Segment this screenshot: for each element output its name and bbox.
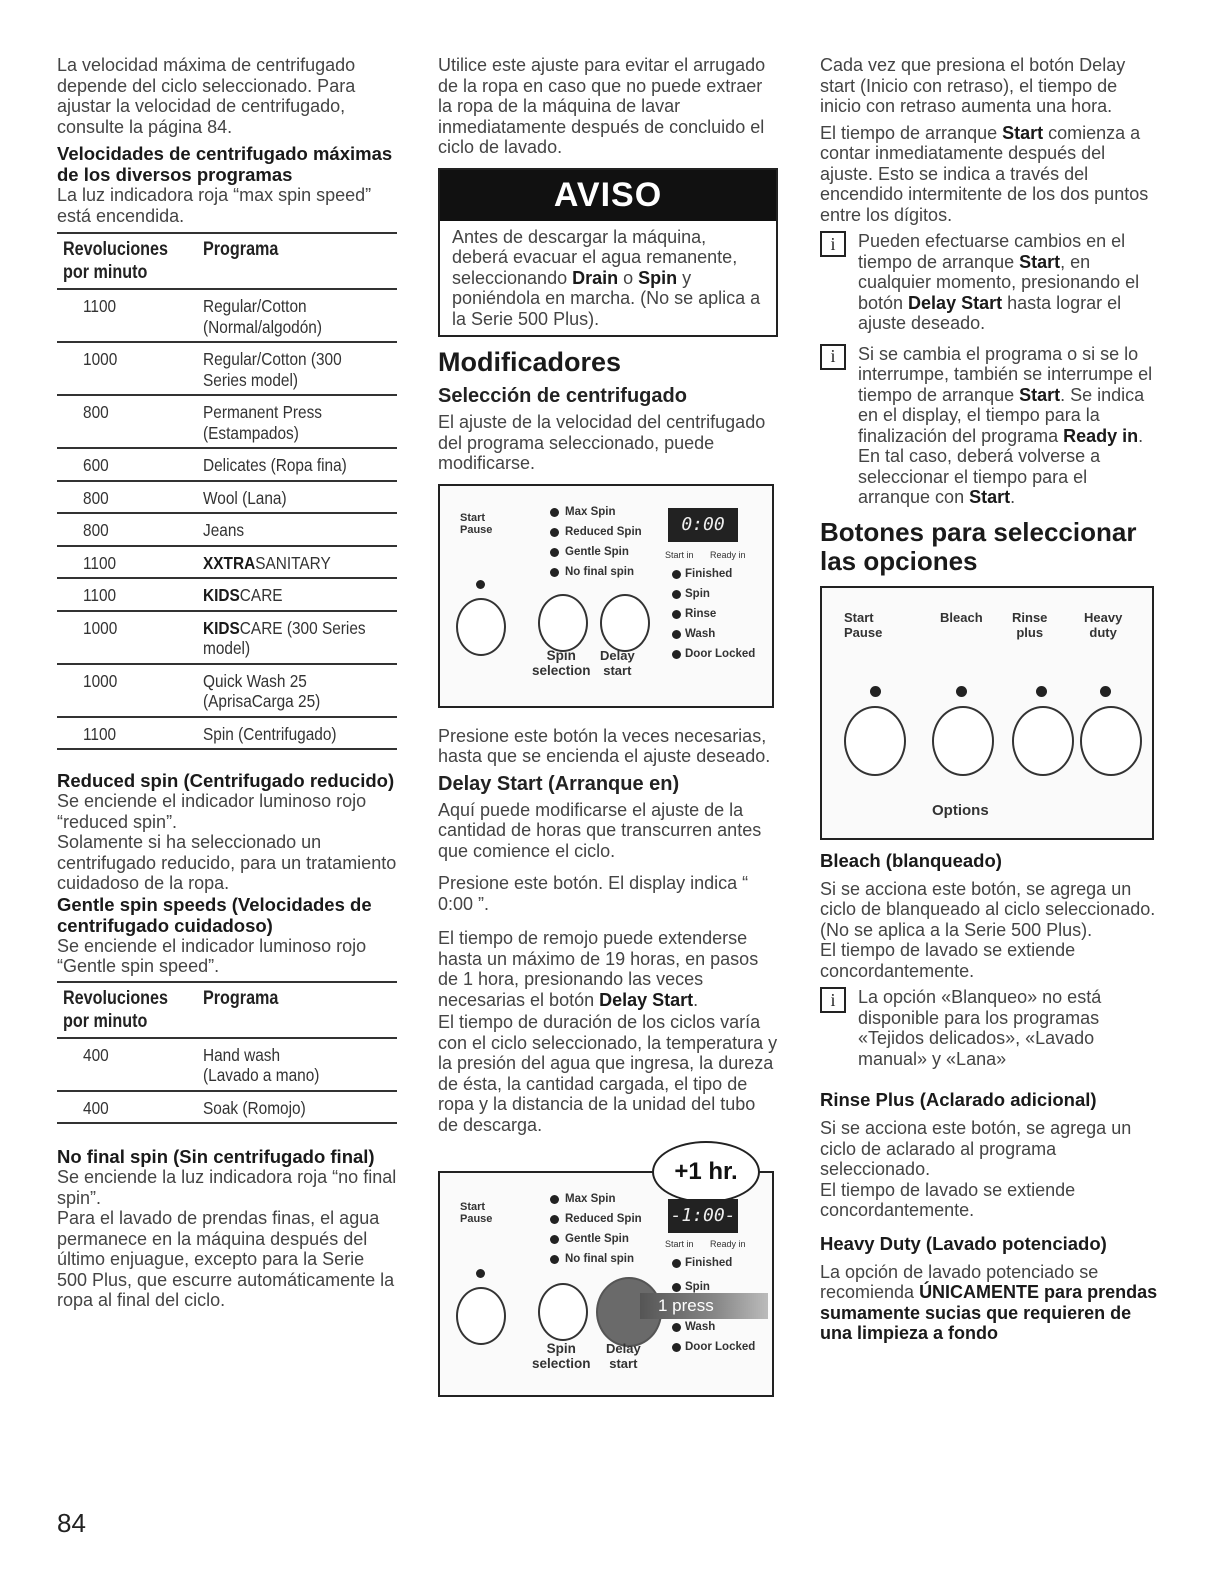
- rpm-cell: 800: [57, 396, 197, 449]
- start-pause-knob: [456, 1287, 506, 1345]
- delay-start-label: Delay start: [600, 647, 635, 678]
- column-1: [57, 55, 397, 1311]
- spin-phase-label: Spin: [685, 1281, 710, 1293]
- press-button-desc: Presione este botón la veces necesarias, hasta que se encienda el ajuste deseado.: [438, 725, 771, 766]
- reduced-spin-label: Reduced Spin: [565, 1213, 642, 1225]
- options-panel-illustration: [820, 586, 1154, 840]
- time-display: 0:00: [668, 508, 738, 542]
- gentle-spin-heading: Gentle spin speeds (Velocidades de centrifugado cuidadoso): [57, 893, 372, 936]
- program-cell: KIDSCARE (300 Series model): [197, 612, 397, 665]
- no-final-spin-label: No final spin: [565, 1253, 634, 1265]
- rpm-cell: 1100: [57, 290, 197, 343]
- led-indicator: [672, 610, 681, 619]
- rpm-cell: 400: [57, 1039, 197, 1092]
- wash-phase-label: Wash: [685, 627, 716, 640]
- program-cell: Spin (Centrifugado): [203, 723, 337, 744]
- modifiers-heading: Modificadores: [438, 347, 622, 377]
- table-row: [57, 343, 397, 396]
- start-pause-label: Start Pause: [460, 1201, 493, 1225]
- rpm-cell: 800: [57, 514, 197, 547]
- door-locked-label: Door Locked: [685, 1341, 756, 1353]
- delay-start-p4: El tiempo de duración de los ciclos varía con el ciclo seleccionado, la temperatura y la presión del agua que ingresa, la dureza de ésta, la cantidad cargada, el tipo de ropa y la distancia de la unidad del tubo de descarga.: [438, 1012, 778, 1135]
- table-row: [57, 396, 397, 449]
- table-row: [57, 482, 397, 515]
- table-row: [57, 579, 397, 612]
- gentle-spin-p1: Se enciende el indicador luminoso rojo “Gentle spin speed”.: [57, 935, 367, 976]
- wash-phase-label: Wash: [685, 1321, 716, 1333]
- warning-text: Antes de descargar la máquina, deberá evacuar el agua remanente, seleccionando Drain o Spin y poniéndola en marcha. (No se aplica a la Serie 500 Plus).: [452, 226, 761, 329]
- info-note: [820, 344, 1160, 508]
- rinse-plus-knob: [1012, 706, 1074, 776]
- info-icon: i: [820, 344, 846, 370]
- intro-paragraph: La velocidad máxima de centrifugado depende del ciclo seleccionado. Para ajustar la velocidad de centrifugado, consulte la página 84.: [57, 55, 356, 137]
- plus-one-hour-callout: +1 hr.: [652, 1141, 760, 1203]
- led-indicator: [870, 686, 881, 697]
- info-icon: i: [820, 231, 846, 257]
- gentle-spin-label: Gentle Spin: [565, 1233, 629, 1245]
- spin-selection-label: Spin selection: [532, 1341, 591, 1371]
- max-speed-table: [57, 232, 397, 750]
- heavy-duty-heading: Heavy Duty (Lavado potenciado): [820, 1232, 1107, 1254]
- led-indicator: [550, 1255, 559, 1264]
- start-pause-label: Start Pause: [460, 511, 493, 536]
- program-cell: Jeans: [197, 514, 397, 547]
- gentle-spin-label: Gentle Spin: [565, 545, 629, 558]
- program-cell: Hand wash (Lavado a mano): [197, 1039, 397, 1092]
- ready-in-label: Ready in: [710, 549, 746, 560]
- rpm-cell: 1000: [57, 343, 197, 396]
- led-indicator: [550, 1195, 559, 1204]
- program-cell: Permanent Press (Estampados): [197, 396, 397, 449]
- info-note-text: La opción «Blanqueo» no está disponible para los programas «Tejidos delicados», «Lavado manual» y «Lana»: [858, 987, 1102, 1069]
- led-indicator: [1100, 686, 1111, 697]
- start-in-label: Start in: [665, 1239, 694, 1249]
- delay-start-panel-illustration: [438, 1158, 774, 1397]
- delay-start-p1: Aquí puede modificarse el ajuste de la cantidad de horas que transcurren antes que comience el ciclo.: [438, 799, 762, 861]
- program-cell: Soak (Romojo): [203, 1097, 306, 1118]
- led-indicator: [550, 568, 559, 577]
- program-cell: KIDSCARE: [197, 579, 397, 612]
- heavy-duty-knob: [1080, 706, 1142, 776]
- rpm-column-header: Revoluciones por minuto: [63, 987, 169, 1032]
- bleach-label: Bleach: [940, 609, 983, 625]
- page-number: 84: [57, 1508, 86, 1538]
- no-final-spin-p2: Para el lavado de prendas finas, el agua permanece en la máquina después del último enjuague, excepto para la Serie 500 Plus, que escurre automáticamente la ropa al final del ciclo.: [57, 1208, 395, 1310]
- program-cell: Delicates (Ropa fina): [197, 449, 397, 482]
- heavy-duty-desc: La opción de lavado potenciado se recomienda ÚNICAMENTE para prendas sumamente sucias que requieren de una limpieza a fondo: [820, 1261, 1158, 1343]
- no-final-spin-p1: Se enciende la luz indicadora roja “no final spin”.: [57, 1167, 397, 1208]
- rinse-phase-label: Rinse: [685, 607, 717, 620]
- led-indicator: [672, 1283, 681, 1292]
- bleach-heading: Bleach (blanqueado): [820, 849, 1002, 871]
- max-speeds-heading: Velocidades de centrifugado máximas de los diversos programas: [57, 143, 393, 185]
- program-cell: Quick Wash 25 (AprisaCarga 25): [197, 665, 397, 718]
- led-indicator: [672, 570, 681, 579]
- led-indicator: [476, 1269, 485, 1278]
- rpm-column-header: Revoluciones por minuto: [63, 239, 169, 283]
- max-spin-label: Max Spin: [565, 505, 616, 518]
- led-indicator: [550, 508, 559, 517]
- table-row: [57, 612, 397, 665]
- led-indicator: [550, 548, 559, 557]
- table-row: [57, 1092, 397, 1123]
- warning-title: AVISO: [440, 170, 776, 221]
- options-label: Options: [932, 801, 989, 819]
- reduced-spin-p1: Se enciende el indicador luminoso rojo “reduced spin”.: [57, 791, 367, 832]
- program-column-header: Programa: [203, 239, 279, 260]
- max-speeds-desc: La luz indicadora roja “max spin speed” está encendida.: [57, 185, 372, 226]
- spin-selection-label: Spin selection: [532, 647, 591, 678]
- warning-box: [438, 168, 778, 338]
- start-pause-label: Start Pause: [844, 609, 883, 640]
- led-indicator: [476, 580, 485, 589]
- rinse-plus-heading: Rinse Plus (Aclarado adicional): [820, 1089, 1097, 1110]
- program-column-header: Programa: [203, 987, 279, 1009]
- led-indicator: [672, 1323, 681, 1332]
- no-final-spin-label: No final spin: [565, 565, 634, 578]
- column-2: [438, 55, 778, 1397]
- bleach-knob: [932, 706, 994, 776]
- spin-phase-label: Spin: [685, 587, 710, 600]
- rpm-cell: 1000: [57, 665, 197, 718]
- finished-label: Finished: [685, 567, 733, 580]
- table-row: [57, 449, 397, 482]
- ready-in-label: Ready in: [710, 1239, 746, 1249]
- rpm-cell: 1100: [57, 547, 197, 580]
- bleach-p1: Si se acciona este botón, se agrega un ciclo de blanqueado al ciclo seleccionado. (No se aplica a la Serie 500 Plus).: [820, 878, 1156, 940]
- led-indicator: [1036, 686, 1047, 697]
- info-note-text: Si se cambia el programa o si se lo interrumpe, también se interrumpe el tiempo de arranque Start. Se indica en el display, el tiempo para la finalización del programa Ready in. En tal caso, deberá volverse a seleccionar el tiempo para el arranque con Start.: [858, 343, 1153, 507]
- delay-start-knob: [600, 594, 650, 652]
- rpm-cell: 800: [57, 482, 197, 515]
- delay-start-heading: Delay Start (Arranque en): [438, 772, 680, 795]
- table-header: [57, 234, 397, 290]
- table-row: [57, 514, 397, 547]
- table-row: [57, 547, 397, 580]
- spin-selection-desc: El ajuste de la velocidad del centrifugado del programa seleccionado, puede modificarse.: [438, 412, 766, 473]
- rpm-cell: 1100: [57, 579, 197, 612]
- led-indicator: [672, 630, 681, 639]
- rpm-cell: 1000: [57, 612, 197, 665]
- max-spin-label: Max Spin: [565, 1193, 616, 1205]
- info-note-text: Pueden efectuarse cambios en el tiempo de arranque Start, en cualquier momento, presionando el botón Delay Start hasta lograr el ajuste deseado.: [858, 231, 1140, 333]
- start-pause-knob: [844, 706, 906, 776]
- start-pause-knob: [456, 598, 506, 656]
- rinse-plus-p1: Si se acciona este botón, se agrega un ciclo de aclarado al programa seleccionado.: [820, 1118, 1132, 1179]
- start-time-desc: El tiempo de arranque Start comienza a contar inmediatamente después del ajuste. Esto se indica a través del encendido intermitente de los dos puntos entre los dígitos.: [820, 122, 1149, 225]
- door-locked-label: Door Locked: [685, 647, 756, 660]
- spin-selection-knob: [538, 1283, 588, 1341]
- table-row: [57, 665, 397, 718]
- rpm-cell: 1100: [83, 723, 117, 744]
- rinse-plus-label: Rinse plus: [1012, 609, 1048, 640]
- bleach-p2: El tiempo de lavado se extiende concordantemente.: [820, 940, 1076, 981]
- reduced-spin-label: Reduced Spin: [565, 525, 642, 538]
- column-3: [820, 55, 1160, 1350]
- rpm-cell: 400: [83, 1097, 109, 1118]
- spin-selection-panel-illustration: [438, 484, 774, 708]
- table-header: [57, 983, 397, 1039]
- one-press-arrow: 1 press: [640, 1293, 768, 1319]
- reduced-spin-p2: Solamente si ha seleccionado un centrifugado reducido, para un tratamiento cuidadoso de la ropa.: [57, 832, 397, 893]
- reduced-spin-heading: Reduced spin (Centrifugado reducido): [57, 770, 395, 791]
- table-row: [57, 290, 397, 343]
- led-indicator: [672, 590, 681, 599]
- info-icon: i: [820, 987, 846, 1013]
- spin-selection-knob: [538, 594, 588, 652]
- gentle-speed-table: [57, 981, 397, 1125]
- start-in-label: Start in: [665, 549, 694, 560]
- spin-selection-heading: Selección de centrifugado: [438, 385, 687, 407]
- table-body: [57, 290, 397, 748]
- program-cell: Wool (Lana): [197, 482, 397, 515]
- led-indicator: [956, 686, 967, 697]
- led-indicator: [672, 1259, 681, 1268]
- table-body: [57, 1039, 397, 1123]
- table-row: [57, 718, 397, 749]
- info-note: [820, 231, 1160, 334]
- info-note: [820, 987, 1160, 1069]
- delay-start-label: Delay start: [606, 1341, 641, 1371]
- led-indicator: [672, 650, 681, 659]
- program-cell: XXTRASANITARY: [197, 547, 397, 580]
- delay-press-desc: Cada vez que presiona el botón Delay start (Inicio con retraso), el tiempo de inicio con retraso aumenta una hora.: [820, 55, 1126, 116]
- options-heading: Botones para seleccionar las opciones: [820, 516, 1137, 576]
- led-indicator: [672, 1343, 681, 1352]
- program-cell: Regular/Cotton (Normal/algodón): [197, 290, 397, 343]
- delay-start-p3: El tiempo de remojo puede extenderse hasta un máximo de 19 horas, en pasos de 1 hora, presionando las veces necesarias el botón Delay Start.: [438, 928, 759, 1010]
- finished-label: Finished: [685, 1257, 733, 1269]
- time-display: -1:00-: [668, 1199, 738, 1233]
- rinse-plus-p2: El tiempo de lavado se extiende concordantemente.: [820, 1179, 1076, 1220]
- led-indicator: [550, 1235, 559, 1244]
- heavy-duty-label: Heavy duty: [1084, 609, 1123, 640]
- no-final-spin-heading: No final spin (Sin centrifugado final): [57, 1146, 375, 1167]
- rpm-cell: 600: [57, 449, 197, 482]
- led-indicator: [550, 528, 559, 537]
- program-cell: Regular/Cotton (300 Series model): [197, 343, 397, 396]
- table-row: [57, 1039, 397, 1092]
- led-indicator: [550, 1215, 559, 1224]
- intro-paragraph: Utilice este ajuste para evitar el arrugado de la ropa en caso que no puede extraer la ropa de la máquina de lavar inmediatamente después de concluido el ciclo de lavado.: [438, 55, 766, 157]
- delay-start-p2: Presione este botón. El display indica “ 0:00 ”.: [438, 873, 749, 914]
